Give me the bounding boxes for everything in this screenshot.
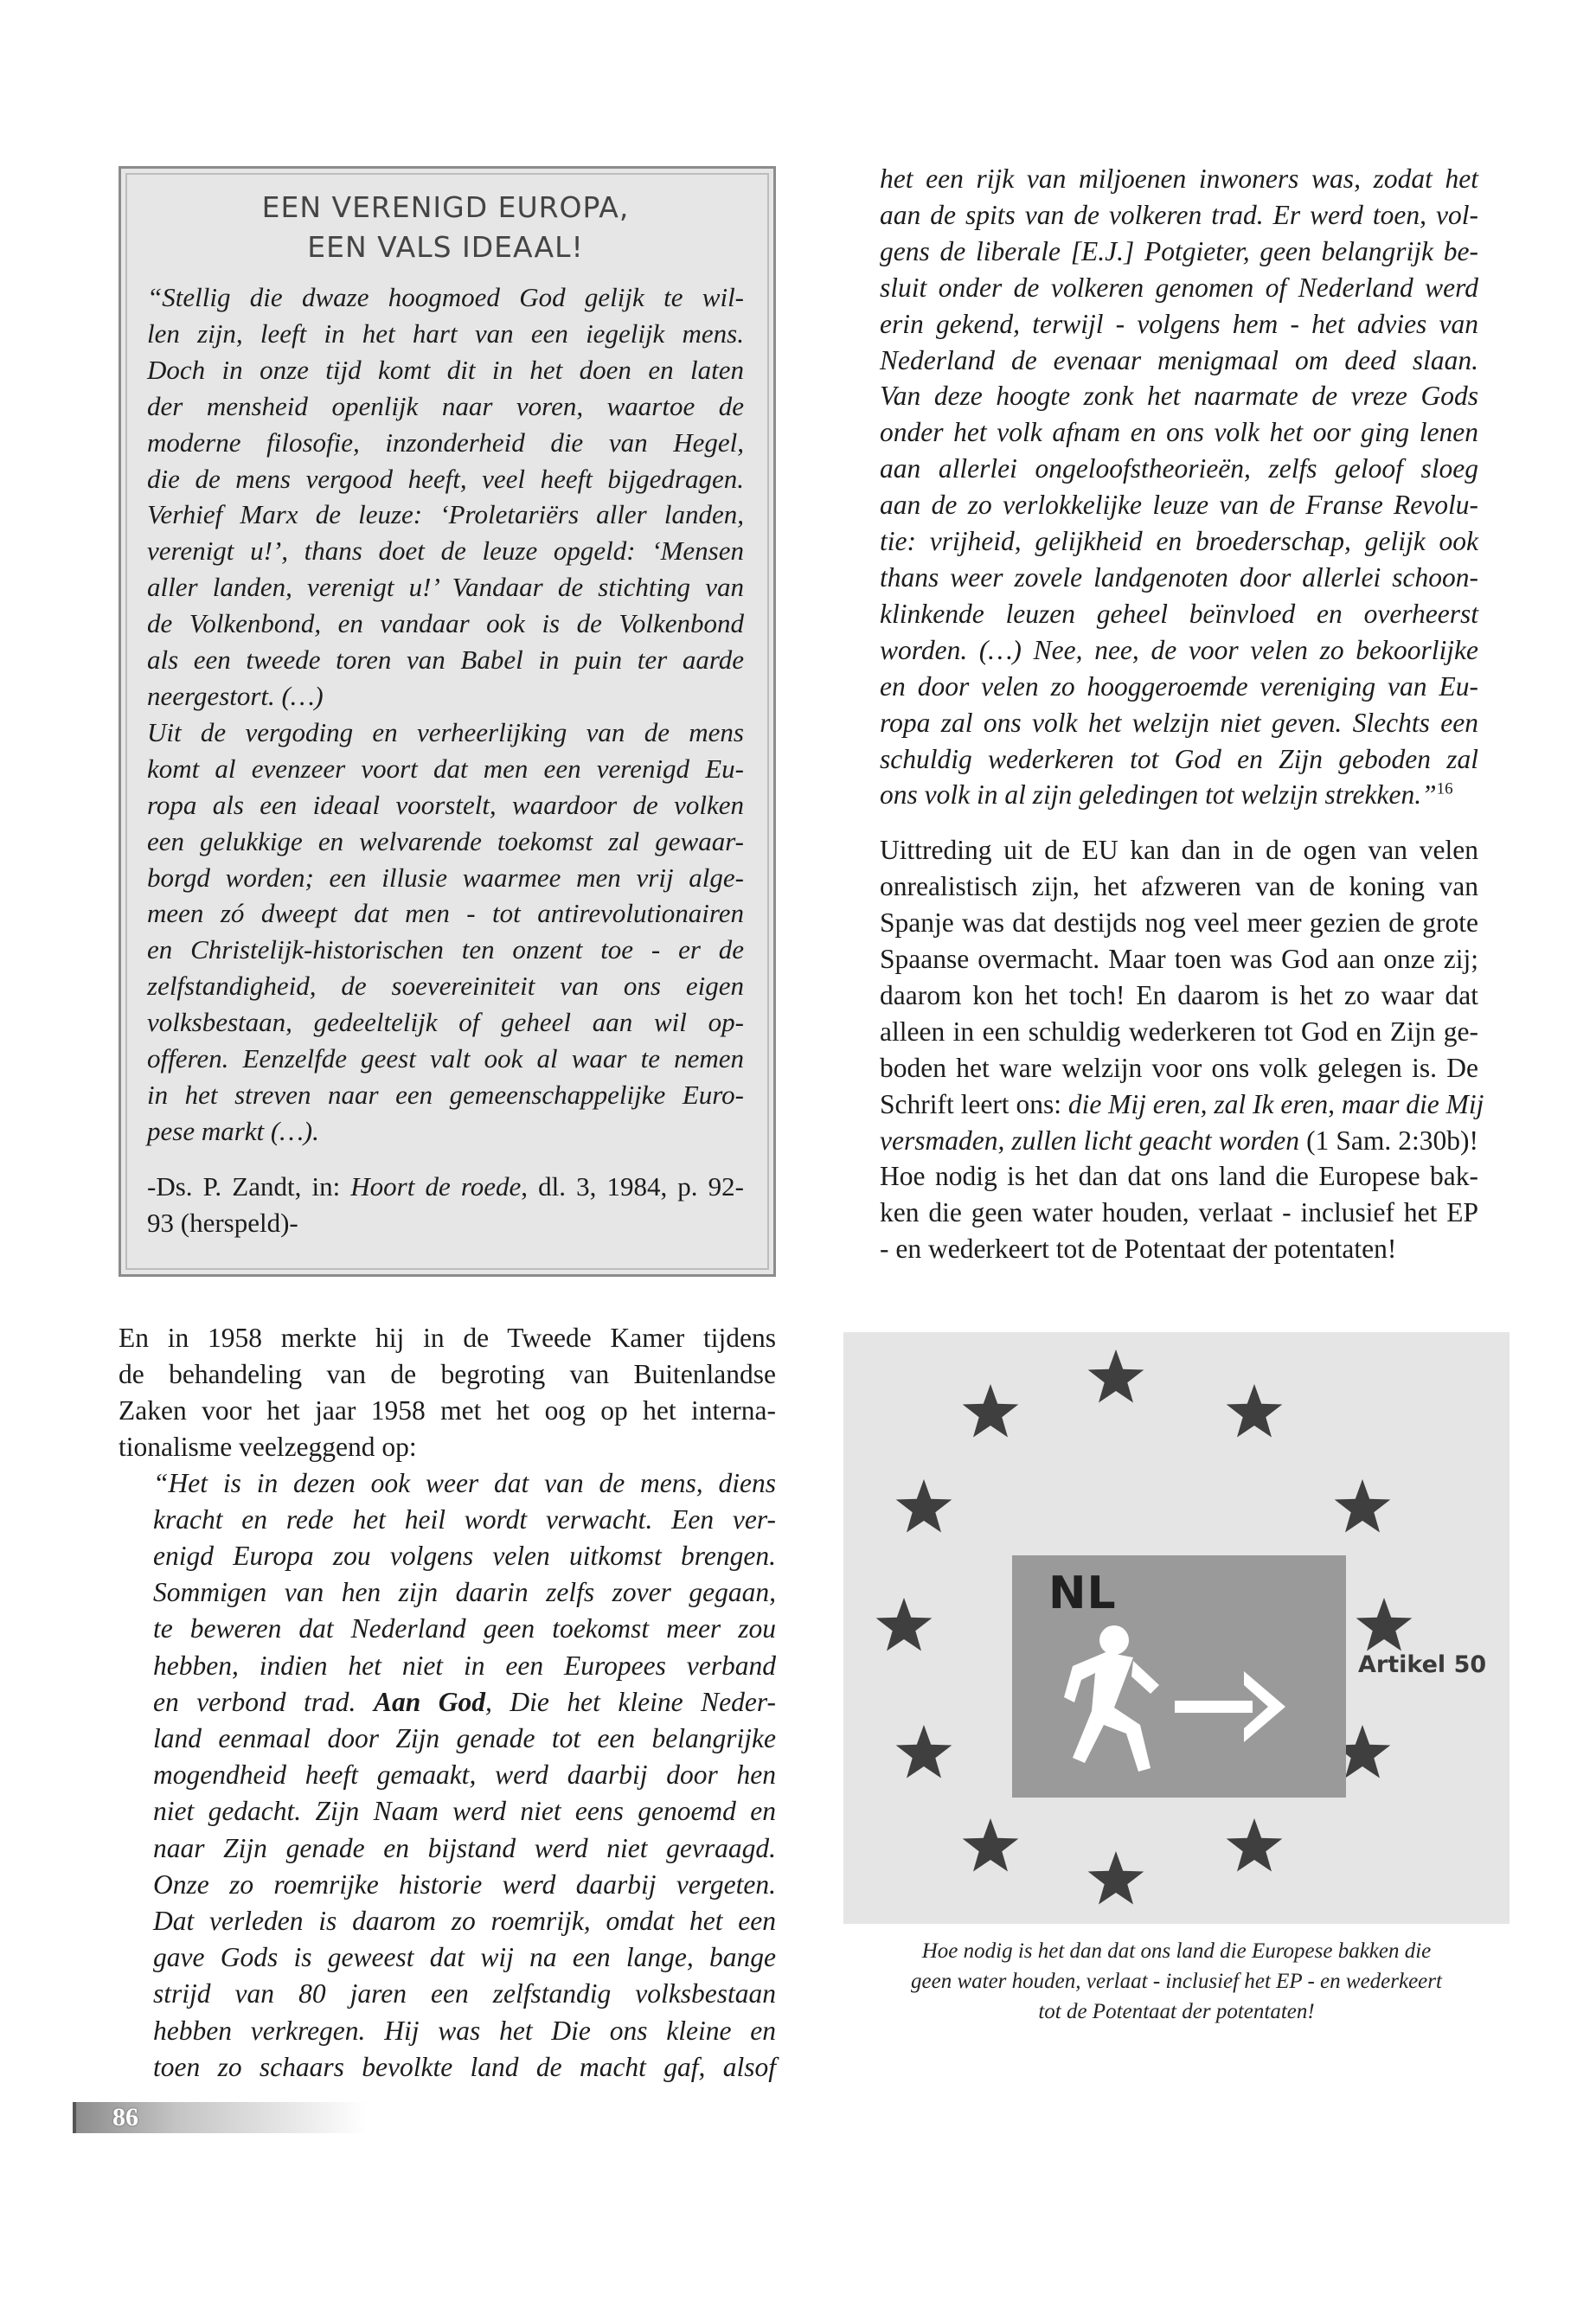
quote-line: len zijn, leeft in het hart van een iegelijk mens. [147, 317, 744, 349]
quote-line: aan de spits van de volkeren trad. Er werd toen, vol- [880, 199, 1478, 230]
figure-caption [843, 1936, 1509, 2027]
sidebar-quote-box [119, 166, 776, 1277]
quote-line: klinkende leuzen geheel beïnvloed en overheerst [880, 598, 1478, 629]
para-line-8: Schrift leert ons: die Mij eren, zal Ik eren, maar die Mij [880, 1088, 1484, 1119]
quote-line: schuldig wederkeren tot God en Zijn geboden zal [880, 743, 1478, 774]
quote-line: Van deze hoogte zonk het naarmate de vreze Gods [880, 381, 1478, 412]
quote-line: land eenmaal door Zijn genade tot een belangrijke [153, 1723, 776, 1754]
star-icon [1332, 1477, 1393, 1536]
quote-line: die de mens vergood heeft, veel heeft bijgedragen. [147, 463, 744, 494]
quote-line: Onze zo roemrijke historie werd daarbij vergeten. [153, 1868, 776, 1900]
quote-line: ropa als een ideaal voorstelt, waardoor de volken [147, 789, 744, 820]
footnote-marker: 16 [1436, 779, 1453, 798]
quote-line: een gelukkige en welvarende toekomst zal gewaar- [147, 825, 744, 856]
para-line: Uittreding uit de EU kan dan in de ogen van velen [880, 835, 1478, 866]
para-line: - en wederkeert tot de Potentaat der potentaten! [880, 1234, 1397, 1265]
star-icon [960, 1817, 1021, 1875]
quote-line: kracht en rede het heil wordt verwacht. Een ver- [153, 1503, 776, 1535]
para-line: ken die geen water houden, verlaat - inclusief het EP [880, 1197, 1478, 1228]
quote-line: Uit de vergoding en verheerlijking van de mens [147, 716, 744, 747]
quote-line: sluit onder de volkeren genomen of Nederland werd [880, 272, 1478, 303]
quote-line: erin gekend, terwijl - volgens hem - het advies van [880, 308, 1478, 339]
star-icon [1354, 1596, 1414, 1655]
quote-line: der mensheid openlijk naar voren, waartoe de [147, 390, 744, 421]
intro-line: de behandeling van de begroting van Buitenlandse [119, 1358, 776, 1389]
quote-line: volksbestaan, gedeeltelijk of geheel aan wil op- [147, 1007, 744, 1038]
quote-line: in het streven naar een gemeenschappelijke Euro- [147, 1079, 744, 1110]
article-50-label: Artikel 50 [1358, 1651, 1487, 1678]
source-line-1: -Ds. P. Zandt, in: Hoort de roede, dl. 3, 1984, p. 92- [147, 1170, 744, 1202]
right-column [880, 161, 1484, 1267]
quote-line: en door velen zo hooggeroemde vereniging van Eu- [880, 670, 1478, 702]
quote-line: gave Gods is geweest dat wij na een lange, bange [153, 1942, 776, 1973]
star-icon [960, 1382, 1021, 1441]
quote-line: niet gedacht. Zijn Naam werd niet eens genoemd en [153, 1796, 776, 1827]
box-source [147, 1169, 744, 1241]
quote-line: toen zo schaars bevolkte land de macht gaf, alsof [153, 2051, 776, 2082]
quote-line: aller landen, verenigt u!’ Vandaar de stichting van [147, 572, 744, 603]
quote-line: en Christelijk-historischen ten onzent toe - er de [147, 934, 744, 965]
quote-line: Sommigen van hen zijn daarin zelfs zover gegaan, [153, 1577, 776, 1608]
quote-line: aan de zo verlokkelijke leuze van de Franse Revolu- [880, 490, 1478, 521]
star-icon [1086, 1849, 1146, 1908]
box-quote [147, 279, 744, 1150]
quote-line: naar Zijn genade en bijstand werd niet gevraagd. [153, 1832, 776, 1863]
quote-line: offeren. Eenzelfde geest valt ook al waar te nemen [147, 1043, 744, 1074]
quote-line: worden. (…) Nee, nee, de voor velen zo bekoorlijke [880, 634, 1478, 665]
quote-line: onder het volk afnam en ons volk het oor ging lenen [880, 417, 1478, 448]
intro-line: Zaken voor het jaar 1958 met het oog op het interna- [119, 1394, 776, 1426]
page-number-bar [73, 2102, 367, 2133]
box-title [147, 188, 744, 267]
intro-line: tionalisme veelzeggend op: [119, 1431, 417, 1462]
para-line: Spanje was dat destijds nog veel meer gezien de grote [880, 907, 1478, 939]
quote-line: tie: vrijheid, gelijkheid en broederschap, gelijk ook [880, 526, 1478, 557]
quote-line: Nederland de evenaar menigmaal om deed slaan. [880, 344, 1478, 375]
quote-line: mogendheid heeft gemaakt, werd daarbij door hen [153, 1759, 776, 1791]
caption-line-2: geen water houden, verlaat - inclusief het EP - en wederkeert [911, 1970, 1442, 1993]
quote-line: enigd Europa zou volgens velen uitkomst brengen. [153, 1541, 776, 1572]
quote-line: Verhief Marx de leuze: ‘Proletariërs aller landen, [147, 499, 744, 530]
star-icon [1086, 1348, 1146, 1407]
quote-line: ons volk in al zijn geledingen tot welzijn strekken.”$^{16}$ [880, 779, 1453, 811]
page-number: 86 [112, 2103, 138, 2131]
quote-line: aan allerlei ongeloofstheorieën, zelfs geloof sloeg [880, 453, 1478, 484]
quote-line: thans weer zovele landgenoten door allerlei schoon- [880, 561, 1478, 593]
right-paragraph [880, 832, 1478, 1086]
star-icon [894, 1723, 954, 1782]
eu-exit-figure [843, 1332, 1509, 1924]
para-line: boden het ware welzijn voor ons volk gelegen is. De [880, 1052, 1478, 1083]
box-title-line-1: EEN VERENIGD EUROPA, [261, 190, 630, 224]
star-icon [874, 1596, 934, 1655]
left-column [119, 1320, 776, 2086]
quote-line: moderne filosofie, inzonderheid die van Hegel, [147, 426, 744, 458]
intro-line: En in 1958 merkte hij in de Tweede Kamer tijdens [119, 1323, 776, 1353]
quote-line: Doch in onze tijd komt dit in het doen en laten [147, 354, 744, 385]
quote-line: borgd worden; een illusie waarmee men vrij alge- [147, 862, 744, 893]
box-title-line-2: EEN VALS IDEAAL! [307, 230, 584, 264]
para-line: daarom kon het toch! En daarom is het zo waar dat [880, 979, 1478, 1010]
running-man-arrow-icon [1012, 1555, 1346, 1798]
exit-sign [1012, 1555, 1346, 1798]
para-line-9: versmaden, zullen licht geacht worden (1 Sam. 2:30b)! [880, 1125, 1478, 1156]
quote-line: hebben, indien het niet in een Europees verband [153, 1650, 776, 1681]
left-intro [119, 1320, 776, 1465]
quote-line: gens de liberale [E.J.] Potgieter, geen belangrijk be- [880, 235, 1478, 266]
quote-line: de Volkenbond, en vandaar ook is de Volkenbond [147, 608, 744, 639]
quote-line: hebben verkregen. Hij was het Die ons kleine en [153, 2015, 776, 2046]
caption-line-3: tot de Potentaat der potentaten! [1038, 2000, 1315, 2023]
right-quote [880, 161, 1478, 813]
quote-line: neergestort. (…) [147, 680, 324, 711]
quote-line: zelfstandigheid, de soevereiniteit van ons eigen [147, 971, 744, 1002]
star-icon [894, 1477, 954, 1536]
quote-line-7: en verbond trad. Aan God, Die het kleine Neder- [153, 1686, 776, 1717]
quote-line: komt al evenzeer voort dat men een verenigd Eu- [147, 753, 744, 784]
caption-line-1: Hoe nodig is het dan dat ons land die Europese bakken die [921, 1939, 1432, 1963]
left-quote [119, 1465, 776, 2086]
quote-line: als een tweede toren van Babel in puin ter aarde [147, 644, 744, 676]
quote-line: ropa zal ons volk het welzijn niet geven. Slechts een [880, 707, 1478, 738]
para-line: alleen in een schuldig wederkeren tot God en Zijn ge- [880, 1016, 1478, 1047]
source-line-2: 93 (herspeld)- [147, 1207, 298, 1238]
quote-line: pese markt (…). [147, 1115, 319, 1146]
para-line: Hoe nodig is het dan dat ons land die Europese bak- [880, 1161, 1478, 1192]
quote-line: het een rijk van miljoenen inwoners was, zodat het [880, 163, 1478, 194]
quote-line: “Stellig die dwaze hoogmoed God gelijk te wil- [147, 282, 744, 312]
para-line: Spaanse overmacht. Maar toen was God aan onze zij; [880, 944, 1478, 975]
quote-line: strijd van 80 jaren een zelfstandig volksbestaan [153, 1978, 776, 2009]
quote-line: verenigt u!’, thans doet de leuze opgeld: ‘Mensen [147, 535, 744, 567]
quote-line: te beweren dat Nederland geen toekomst meer zou [153, 1613, 776, 1644]
nl-label: NL [1048, 1567, 1117, 1619]
para-line: onrealistisch zijn, het afzweren van de koning van [880, 871, 1478, 902]
right-paragraph-tail [880, 1158, 1478, 1267]
quote-line: meen zó dweept dat men - tot antirevolutionairen [147, 898, 744, 929]
quote-line: Dat verleden is daarom zo roemrijk, omdat het een [153, 1906, 776, 1937]
star-icon [1224, 1817, 1285, 1875]
quote-line: “Het is in dezen ook weer dat van de mens, diens [153, 1467, 776, 1498]
star-icon [1224, 1382, 1285, 1441]
